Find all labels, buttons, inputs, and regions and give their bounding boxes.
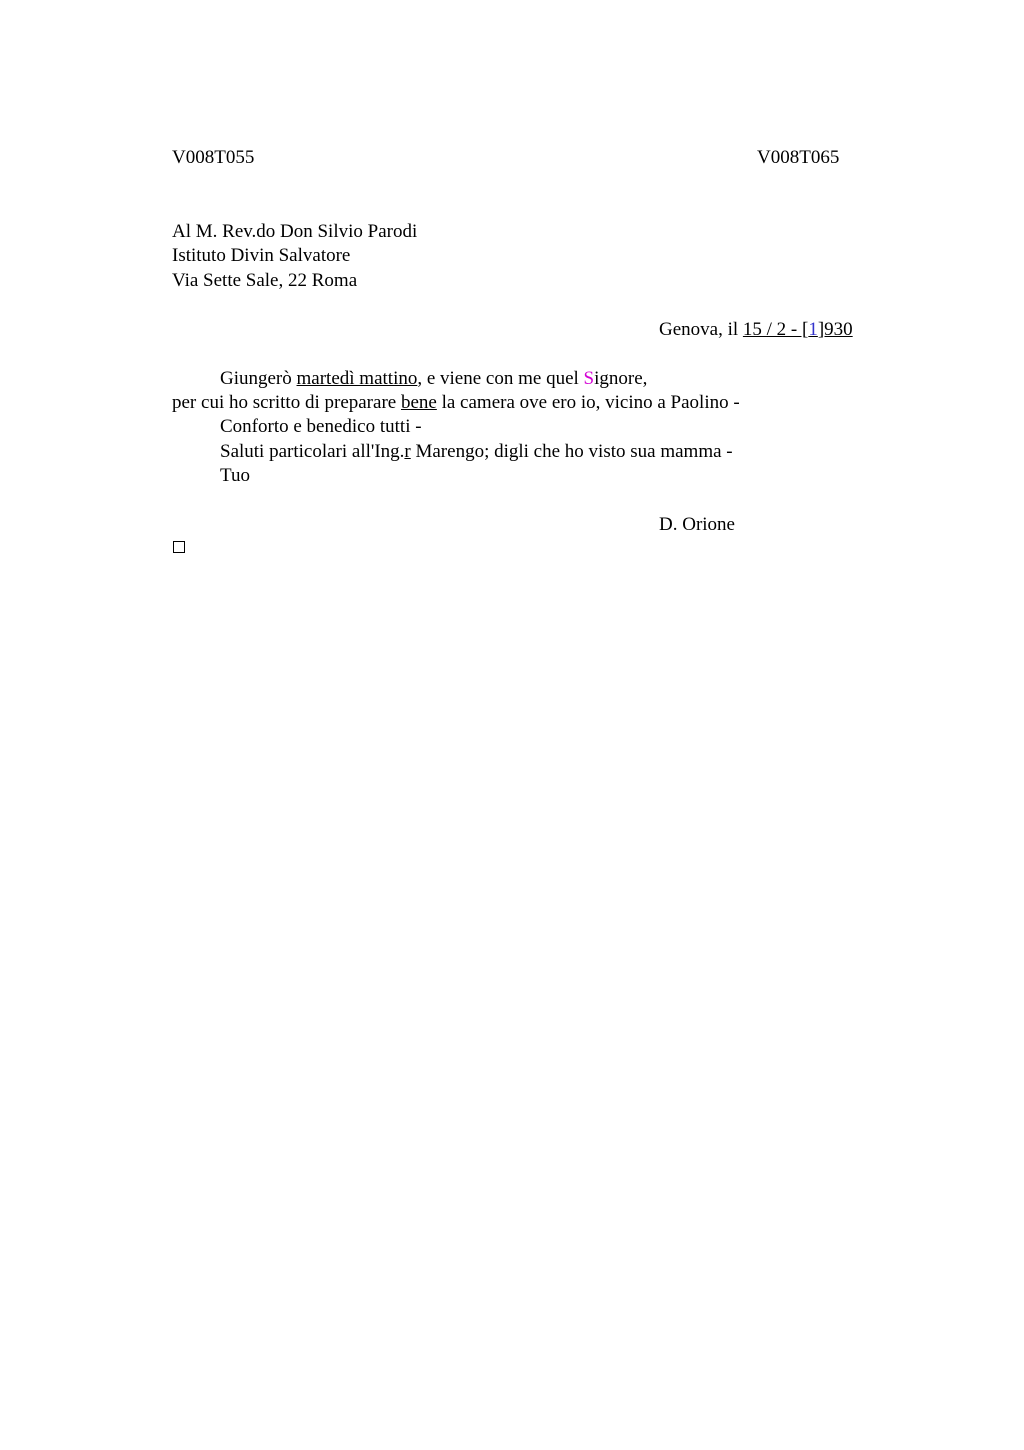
address-line-3: Via Sette Sale, 22 Roma	[172, 270, 358, 291]
dateline	[659, 318, 853, 342]
reference-code-right: V008T065	[757, 147, 840, 168]
text-segment: ignore,	[594, 368, 648, 389]
underlined-phrase: martedì mattino	[296, 368, 418, 389]
underlined-word: bene	[400, 392, 437, 413]
date-bracket-digit: 1	[808, 319, 818, 340]
paragraph-line-4	[220, 440, 733, 464]
text-segment: Marengo; digli che ho visto sua mamma -	[410, 441, 733, 462]
paragraph-line-1	[220, 367, 647, 391]
reference-code-left: V008T055	[172, 147, 255, 168]
date-part-1: 15 / 2 - [	[742, 319, 809, 340]
address-line-2: Istituto Divin Salvatore	[172, 245, 351, 266]
signature: D. Orione	[659, 514, 735, 535]
text-segment: per cui ho scritto di preparare	[172, 392, 401, 413]
address-line-1: Al M. Rev.do Don Silvio Parodi	[172, 221, 418, 242]
paragraph-line-2	[172, 391, 740, 415]
closing-word: Tuo	[220, 465, 250, 486]
text-segment: , e viene con me quel	[417, 368, 584, 389]
text-segment: Giungerò	[220, 368, 297, 389]
dateline-prefix: Genova, il	[659, 319, 743, 340]
text-segment: Saluti particolari all'Ing.	[220, 441, 405, 462]
paragraph-line-3: Conforto e benedico tutti -	[220, 416, 422, 437]
text-segment: la camera ove ero io, vicino a Paolino -	[436, 392, 740, 413]
highlighted-letter: S	[583, 368, 595, 389]
checkbox-icon	[173, 541, 185, 553]
underlined-letter: r	[404, 441, 411, 462]
date-underlined	[743, 319, 853, 340]
date-part-2: ]930	[817, 319, 853, 340]
